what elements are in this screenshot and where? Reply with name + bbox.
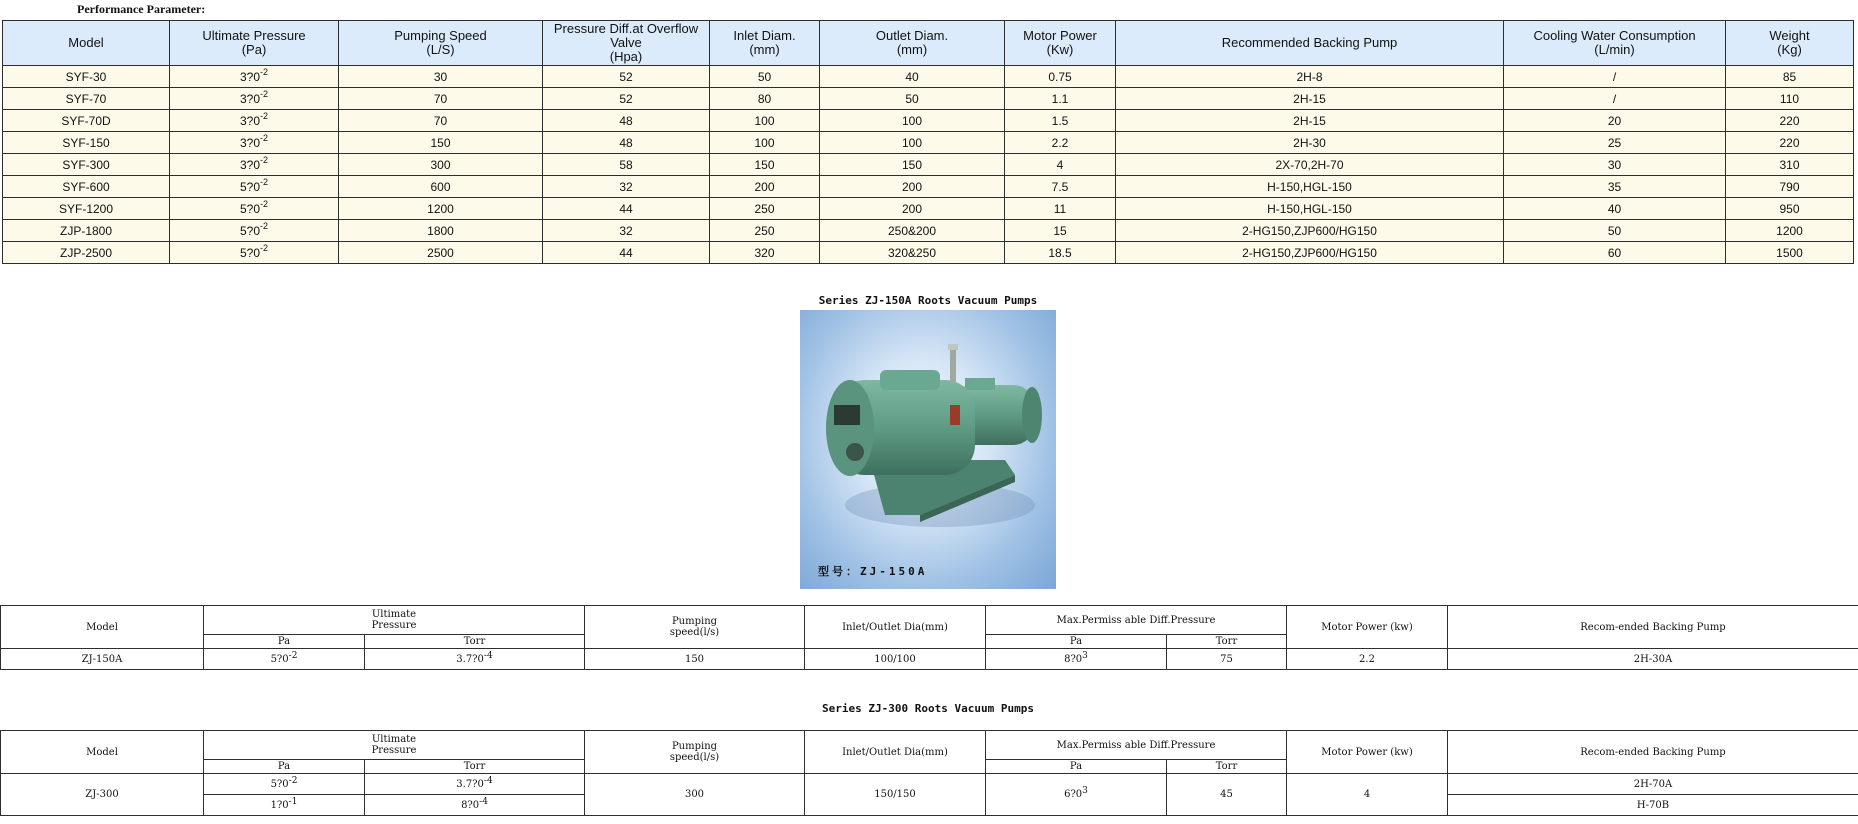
cell-outlet: 100	[820, 132, 1005, 154]
cell-model: ZJ-150A	[1, 649, 204, 670]
header-inlet-outlet: Inlet/Outlet Dia(mm)	[805, 731, 986, 774]
cell-motor: 1.5	[1005, 110, 1116, 132]
cell-inlet: 200	[710, 176, 820, 198]
header-diff-pa: Pa	[986, 760, 1167, 774]
cell-weight: 1200	[1726, 220, 1854, 242]
header-pumping-speed: Pumping speed(l/s)	[585, 731, 805, 774]
cell-diff: 48	[543, 110, 710, 132]
cell-speed: 300	[585, 774, 805, 816]
header-ultimate-pressure: Ultimate Pressure (Pa)	[170, 21, 339, 66]
cell-model: SYF-300	[3, 154, 170, 176]
cell-speed: 2500	[339, 242, 543, 264]
cell-inlet: 250	[710, 198, 820, 220]
header-max-diff-pressure: Max.Permiss able Diff.Pressure	[986, 606, 1287, 635]
cell-outlet: 250&200	[820, 220, 1005, 242]
cell-cooling: 60	[1504, 242, 1726, 264]
cell-motor: 2.2	[1287, 649, 1448, 670]
cell-cooling: 20	[1504, 110, 1726, 132]
cell-ultimate-pressure: $3?0^{-2}$	[170, 154, 339, 176]
cell-pa: $5?0^{-2}$	[204, 649, 365, 670]
header-max-diff-pressure: Max.Permiss able Diff.Pressure	[986, 731, 1287, 760]
cell-ultimate-pressure: $5?0^{-2}$	[170, 242, 339, 264]
cell-weight: 220	[1726, 132, 1854, 154]
header-backing-pump: Recommended Backing Pump	[1116, 21, 1504, 66]
cell-motor: 0.75	[1005, 66, 1116, 88]
cell-inlet-outlet: 100/100	[805, 649, 986, 670]
cell-backing: H-150,HGL-150	[1116, 198, 1504, 220]
cell-model: SYF-600	[3, 176, 170, 198]
cell-motor: 1.1	[1005, 88, 1116, 110]
cell-weight: 110	[1726, 88, 1854, 110]
header-ultimate-pressure: Ultimate Pressure	[204, 606, 585, 635]
cell-outlet: 320&250	[820, 242, 1005, 264]
cell-backing: 2H-8	[1116, 66, 1504, 88]
cell-inlet: 320	[710, 242, 820, 264]
cell-torr: $3.7?0^{-4}$	[365, 774, 585, 795]
table-row	[3, 66, 1854, 88]
header-torr: Torr	[365, 760, 585, 774]
table-row	[1, 774, 1858, 795]
header-motor-power: Motor Power (kw)	[1287, 606, 1448, 649]
table-row	[1, 649, 1858, 670]
header-motor-power: Motor Power (Kw)	[1005, 21, 1116, 66]
cell-diff: 52	[543, 66, 710, 88]
cell-diff-pa: $8?0^3$	[986, 649, 1167, 670]
cell-model: SYF-1200	[3, 198, 170, 220]
cell-speed: 1800	[339, 220, 543, 242]
cell-weight: 790	[1726, 176, 1854, 198]
performance-header-row	[3, 21, 1854, 66]
cell-backing: 2H-30	[1116, 132, 1504, 154]
header-ultimate-pressure: Ultimate Pressure	[204, 731, 585, 760]
cell-model: ZJ-300	[1, 774, 204, 816]
header-backing-pump: Recom-ended Backing Pump	[1448, 606, 1858, 649]
cell-motor: 18.5	[1005, 242, 1116, 264]
header-pa: Pa	[204, 760, 365, 774]
cell-cooling: 35	[1504, 176, 1726, 198]
cell-weight: 1500	[1726, 242, 1854, 264]
cell-cooling: 40	[1504, 198, 1726, 220]
cell-weight: 950	[1726, 198, 1854, 220]
cell-model: ZJP-1800	[3, 220, 170, 242]
cell-backing: 2H-30A	[1448, 649, 1858, 670]
header-pa: Pa	[204, 635, 365, 649]
cell-torr: $3.7?0^{-4}$	[365, 649, 585, 670]
table-row	[3, 132, 1854, 154]
cell-cooling: 25	[1504, 132, 1726, 154]
header-inlet-diam: Inlet Diam. (mm)	[710, 21, 820, 66]
cell-speed: 300	[339, 154, 543, 176]
series-zj150a-table	[0, 605, 1858, 670]
cell-motor: 11	[1005, 198, 1116, 220]
cell-model: SYF-150	[3, 132, 170, 154]
cell-inlet: 150	[710, 154, 820, 176]
cell-inlet: 80	[710, 88, 820, 110]
cell-motor: 2.2	[1005, 132, 1116, 154]
cell-motor: 4	[1287, 774, 1448, 816]
header-pumping-speed: Pumping Speed (L/S)	[339, 21, 543, 66]
cell-diff: 44	[543, 198, 710, 220]
pump-illustration	[800, 310, 1056, 589]
cell-ultimate-pressure: $3?0^{-2}$	[170, 66, 339, 88]
cell-ultimate-pressure: $3?0^{-2}$	[170, 132, 339, 154]
cell-speed: 70	[339, 88, 543, 110]
cell-outlet: 40	[820, 66, 1005, 88]
header-pumping-speed: Pumping speed(l/s)	[585, 606, 805, 649]
cell-speed: 150	[339, 132, 543, 154]
cell-inlet: 100	[710, 110, 820, 132]
header-cooling-water: Cooling Water Consumption (L/min)	[1504, 21, 1726, 66]
cell-diff-pa: $6?0^3$	[986, 774, 1167, 816]
cell-inlet: 50	[710, 66, 820, 88]
series-zj300-table	[0, 730, 1858, 816]
cell-ultimate-pressure: $3?0^{-2}$	[170, 88, 339, 110]
cell-outlet: 150	[820, 154, 1005, 176]
cell-ultimate-pressure: $5?0^{-2}$	[170, 198, 339, 220]
table-row	[3, 220, 1854, 242]
cell-model: ZJP-2500	[3, 242, 170, 264]
cell-backing: 2-HG150,ZJP600/HG150	[1116, 220, 1504, 242]
cell-backing: 2X-70,2H-70	[1116, 154, 1504, 176]
cell-outlet: 100	[820, 110, 1005, 132]
header-motor-power: Motor Power (kw)	[1287, 731, 1448, 774]
cell-speed: 150	[585, 649, 805, 670]
cell-diff: 32	[543, 220, 710, 242]
header-backing-pump: Recom-ended Backing Pump	[1448, 731, 1858, 774]
cell-backing: 2H-15	[1116, 110, 1504, 132]
cell-model: SYF-70D	[3, 110, 170, 132]
cell-outlet: 200	[820, 176, 1005, 198]
header-diff-pa: Pa	[986, 635, 1167, 649]
cell-ultimate-pressure: $5?0^{-2}$	[170, 176, 339, 198]
table-row	[3, 88, 1854, 110]
cell-weight: 220	[1726, 110, 1854, 132]
cell-inlet: 100	[710, 132, 820, 154]
cell-motor: 4	[1005, 154, 1116, 176]
cell-inlet-outlet: 150/150	[805, 774, 986, 816]
series-header-row	[1, 606, 1858, 635]
cell-cooling: /	[1504, 88, 1726, 110]
cell-diff: 48	[543, 132, 710, 154]
pump-photo	[800, 310, 1056, 589]
performance-title: Performance Parameter:	[77, 2, 206, 16]
header-model: Model	[1, 731, 204, 774]
cell-backing: H-70B	[1448, 795, 1858, 816]
cell-diff: 44	[543, 242, 710, 264]
cell-backing: H-150,HGL-150	[1116, 176, 1504, 198]
cell-speed: 600	[339, 176, 543, 198]
cell-pa: $1?0^{-1}$	[204, 795, 365, 816]
cell-diff-torr: 75	[1167, 649, 1287, 670]
header-weight: Weight (Kg)	[1726, 21, 1854, 66]
cell-speed: 70	[339, 110, 543, 132]
table-row	[3, 154, 1854, 176]
header-outlet-diam: Outlet Diam. (mm)	[820, 21, 1005, 66]
header-diff-torr: Torr	[1167, 635, 1287, 649]
table-row	[3, 198, 1854, 220]
cell-ultimate-pressure: $5?0^{-2}$	[170, 220, 339, 242]
cell-cooling: 30	[1504, 154, 1726, 176]
header-torr: Torr	[365, 635, 585, 649]
performance-table	[2, 20, 1854, 264]
cell-backing: 2-HG150,ZJP600/HG150	[1116, 242, 1504, 264]
header-model: Model	[3, 21, 170, 66]
cell-diff: 52	[543, 88, 710, 110]
series-zj150a-title: Series ZJ-150A Roots Vacuum Pumps	[818, 294, 1038, 307]
series-header-row	[1, 731, 1858, 760]
pump-photo-caption: 型号：ZJ-150A	[818, 565, 928, 578]
cell-cooling: /	[1504, 66, 1726, 88]
cell-backing: 2H-15	[1116, 88, 1504, 110]
cell-motor: 15	[1005, 220, 1116, 242]
cell-ultimate-pressure: $3?0^{-2}$	[170, 110, 339, 132]
header-inlet-outlet: Inlet/Outlet Dia(mm)	[805, 606, 986, 649]
cell-weight: 85	[1726, 66, 1854, 88]
cell-speed: 1200	[339, 198, 543, 220]
cell-outlet: 50	[820, 88, 1005, 110]
series-zj300-title: Series ZJ-300 Roots Vacuum Pumps	[822, 702, 1034, 715]
cell-diff-torr: 45	[1167, 774, 1287, 816]
cell-backing: 2H-70A	[1448, 774, 1858, 795]
cell-model: SYF-70	[3, 88, 170, 110]
cell-inlet: 250	[710, 220, 820, 242]
cell-weight: 310	[1726, 154, 1854, 176]
header-pressure-diff: Pressure Diff.at Overflow Valve (Hpa)	[543, 21, 710, 66]
cell-outlet: 200	[820, 198, 1005, 220]
cell-diff: 58	[543, 154, 710, 176]
table-row	[3, 242, 1854, 264]
cell-model: SYF-30	[3, 66, 170, 88]
header-diff-torr: Torr	[1167, 760, 1287, 774]
cell-torr: $8?0^{-4}$	[365, 795, 585, 816]
cell-diff: 32	[543, 176, 710, 198]
header-model: Model	[1, 606, 204, 649]
cell-speed: 30	[339, 66, 543, 88]
cell-pa: $5?0^{-2}$	[204, 774, 365, 795]
table-row	[3, 110, 1854, 132]
cell-motor: 7.5	[1005, 176, 1116, 198]
cell-cooling: 50	[1504, 220, 1726, 242]
table-row	[3, 176, 1854, 198]
